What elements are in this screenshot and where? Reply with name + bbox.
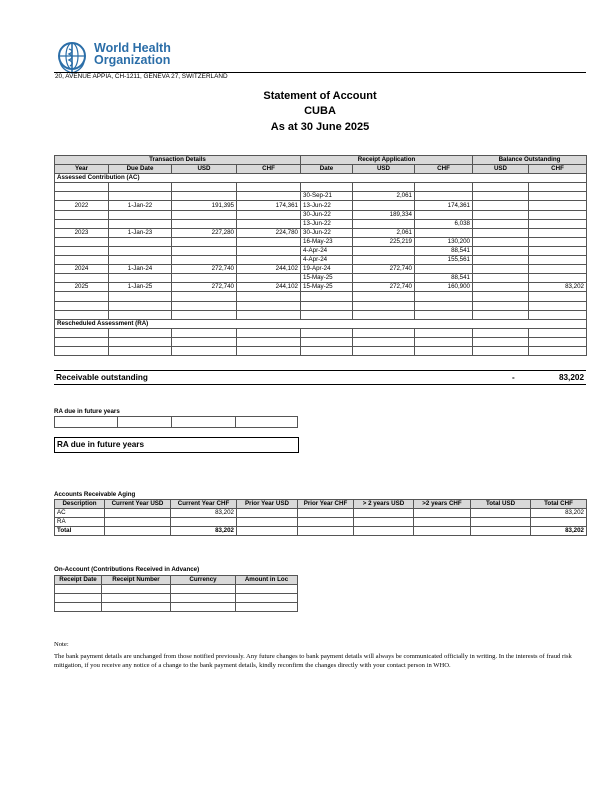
table-cell: 2024 (55, 265, 109, 274)
column-header: Receipt Number (102, 576, 171, 585)
table-cell (109, 237, 172, 246)
table-row (55, 509, 587, 518)
table-cell: 2023 (55, 228, 109, 237)
table-cell: 15-May-25 (301, 274, 353, 283)
table-cell (415, 292, 473, 301)
note-block (54, 640, 586, 670)
aging-title: Accounts Receivable Aging (54, 491, 136, 498)
table-cell: 83,202 (529, 283, 587, 292)
table-row (55, 274, 587, 283)
table-cell: 244,102 (237, 265, 301, 274)
table-cell (55, 594, 102, 603)
receivable-chf: 83,202 (558, 373, 584, 382)
table-cell: 227,280 (172, 228, 237, 237)
org-name-line2: Organization (94, 53, 171, 67)
table-cell: 1-Jan-24 (109, 265, 172, 274)
table-cell (237, 237, 301, 246)
table-cell (529, 346, 587, 355)
table-cell: 30-Jun-22 (301, 228, 353, 237)
section-ac-label: Assessed Contribution (AC) (55, 174, 587, 183)
column-header: Prior Year USD (237, 500, 298, 509)
table-cell (171, 603, 236, 612)
column-header: >2 years CHF (414, 500, 471, 509)
table-cell (529, 274, 587, 283)
table-cell (473, 228, 529, 237)
statement-table (54, 155, 587, 356)
table-cell: 244,102 (237, 283, 301, 292)
table-cell (473, 328, 529, 337)
table-cell: 155,561 (415, 256, 473, 265)
org-address: 20, AVENUE APPIA, CH-1211, GENEVA 27, SWITZERLAND (55, 73, 228, 80)
table-cell (172, 310, 237, 319)
table-cell (109, 183, 172, 192)
table-cell: 1-Jan-22 (109, 201, 172, 210)
table-cell: 2025 (55, 283, 109, 292)
receivable-outstanding-row (54, 370, 586, 385)
table-cell (415, 192, 473, 201)
table-cell (55, 246, 109, 255)
table-cell: 30-Sep-21 (301, 192, 353, 201)
table-cell (237, 192, 301, 201)
table-cell (172, 328, 237, 337)
table-cell: 16-May-23 (301, 237, 353, 246)
table-cell (301, 337, 353, 346)
ra-future-small-label: RA due in future years (54, 408, 120, 415)
column-header: Total USD (471, 500, 531, 509)
table-cell (172, 274, 237, 283)
table-cell (473, 201, 529, 210)
table-cell (105, 527, 171, 536)
table-cell: 83,202 (171, 509, 237, 518)
table-cell (529, 192, 587, 201)
table-cell (529, 292, 587, 301)
table-cell (354, 509, 414, 518)
table-cell (171, 594, 236, 603)
table-cell: 15-May-25 (301, 283, 353, 292)
table-cell (473, 265, 529, 274)
who-emblem-icon (54, 40, 90, 76)
table-cell (237, 210, 301, 219)
table-cell (109, 192, 172, 201)
table-cell (473, 256, 529, 265)
table-cell: 272,740 (353, 265, 415, 274)
group-header-transaction: Transaction Details (55, 156, 301, 165)
table-cell: 130,200 (415, 237, 473, 246)
table-cell (172, 346, 237, 355)
table-cell (55, 183, 109, 192)
table-cell (415, 337, 473, 346)
table-cell (301, 292, 353, 301)
table-cell: AC (55, 509, 105, 518)
table-cell (473, 301, 529, 310)
table-cell (237, 518, 298, 527)
table-cell (55, 237, 109, 246)
table-cell (109, 210, 172, 219)
on-account-title: On-Account (Contributions Received in Advance) (54, 566, 200, 573)
column-header: CHF (529, 165, 587, 174)
table-cell: 88,541 (415, 246, 473, 255)
table-cell (109, 219, 172, 228)
table-cell: Total (55, 527, 105, 536)
table-cell (298, 527, 354, 536)
table-row (55, 256, 587, 265)
table-cell (529, 310, 587, 319)
table-cell (353, 292, 415, 301)
table-cell (301, 346, 353, 355)
table-cell (354, 527, 414, 536)
table-row (55, 346, 587, 355)
group-header-balance: Balance Outstanding (473, 156, 587, 165)
table-cell (109, 301, 172, 310)
table-cell (353, 337, 415, 346)
table-cell (473, 210, 529, 219)
table-cell: 272,740 (172, 265, 237, 274)
table-cell: 272,740 (353, 283, 415, 292)
table-cell (415, 228, 473, 237)
statement-title: Statement of Account (263, 90, 377, 102)
table-cell (414, 518, 471, 527)
table-cell (172, 301, 237, 310)
table-cell (353, 274, 415, 283)
table-row (55, 228, 587, 237)
table-cell (172, 210, 237, 219)
table-cell (55, 219, 109, 228)
table-cell: 4-Apr-24 (301, 246, 353, 255)
receivable-usd: - (512, 373, 515, 382)
table-cell (237, 346, 301, 355)
table-cell: 174,361 (415, 201, 473, 210)
table-row (55, 219, 587, 228)
table-cell (55, 585, 102, 594)
column-header: Description (55, 500, 105, 509)
column-header: CHF (237, 165, 301, 174)
table-cell (353, 256, 415, 265)
table-cell: 83,202 (531, 509, 587, 518)
table-cell (473, 192, 529, 201)
table-cell (353, 328, 415, 337)
table-cell (471, 518, 531, 527)
table-cell (529, 183, 587, 192)
table-cell: 2,061 (353, 192, 415, 201)
table-cell (529, 237, 587, 246)
table-cell (415, 265, 473, 274)
table-row (55, 183, 587, 192)
org-name-line1: World Health (94, 41, 171, 55)
table-row (55, 585, 298, 594)
table-cell: 191,395 (172, 201, 237, 210)
table-row (55, 265, 587, 274)
table-cell (172, 219, 237, 228)
table-cell (172, 192, 237, 201)
table-cell (414, 509, 471, 518)
table-cell (237, 527, 298, 536)
table-cell: 13-Jun-22 (301, 201, 353, 210)
table-cell (172, 337, 237, 346)
table-cell (353, 246, 415, 255)
table-cell: 189,334 (353, 210, 415, 219)
aging-table (54, 499, 587, 536)
table-cell: 160,900 (415, 283, 473, 292)
note-heading: Note: (54, 641, 69, 648)
column-header: USD (353, 165, 415, 174)
table-cell (109, 310, 172, 319)
table-row (55, 328, 587, 337)
table-cell (298, 509, 354, 518)
table-cell (105, 509, 171, 518)
table-row (55, 603, 298, 612)
column-header: CHF (415, 165, 473, 174)
table-cell (236, 585, 298, 594)
receivable-label: Receivable outstanding (56, 373, 148, 382)
table-cell: 2,061 (353, 228, 415, 237)
table-row (55, 210, 587, 219)
table-cell (473, 274, 529, 283)
table-cell (529, 228, 587, 237)
table-cell (353, 183, 415, 192)
table-cell: 83,202 (531, 527, 587, 536)
table-cell (55, 292, 109, 301)
table-cell (237, 337, 301, 346)
table-cell (237, 219, 301, 228)
table-cell: 13-Jun-22 (301, 219, 353, 228)
table-cell (414, 527, 471, 536)
table-cell: 6,038 (415, 219, 473, 228)
table-cell (473, 246, 529, 255)
table-cell (55, 328, 109, 337)
table-cell (529, 301, 587, 310)
table-row (55, 201, 587, 210)
table-cell (529, 256, 587, 265)
table-cell (415, 183, 473, 192)
table-cell: 83,202 (171, 527, 237, 536)
table-cell (473, 183, 529, 192)
table-cell (171, 518, 237, 527)
table-cell (354, 518, 414, 527)
section-ra-label: Rescheduled Assessment (RA) (55, 319, 587, 328)
table-cell (55, 274, 109, 283)
table-cell (237, 328, 301, 337)
table-row (55, 237, 587, 246)
table-cell: 174,361 (237, 201, 301, 210)
table-cell (172, 183, 237, 192)
table-cell (237, 292, 301, 301)
table-cell (102, 603, 171, 612)
column-header: Receipt Date (55, 576, 102, 585)
table-cell (471, 527, 531, 536)
table-cell (237, 301, 301, 310)
table-cell: 272,740 (172, 283, 237, 292)
table-row (55, 337, 587, 346)
column-header: Current Year USD (105, 500, 171, 509)
statement-date: As at 30 June 2025 (270, 121, 370, 133)
table-row (55, 527, 587, 536)
table-cell (171, 585, 236, 594)
table-cell (529, 219, 587, 228)
table-cell (415, 310, 473, 319)
table-cell (529, 265, 587, 274)
table-cell (415, 346, 473, 355)
table-row (55, 594, 298, 603)
table-cell: RA (55, 518, 105, 527)
column-header: Year (55, 165, 109, 174)
table-cell (172, 256, 237, 265)
table-cell (471, 509, 531, 518)
table-cell (102, 594, 171, 603)
table-cell (529, 201, 587, 210)
table-cell (298, 518, 354, 527)
table-cell (415, 210, 473, 219)
table-cell (529, 210, 587, 219)
column-header: Total CHF (531, 500, 587, 509)
table-cell (473, 283, 529, 292)
table-cell (473, 337, 529, 346)
table-cell (531, 518, 587, 527)
table-cell (55, 346, 109, 355)
country-name: CUBA (304, 105, 336, 117)
table-cell (529, 246, 587, 255)
table-cell (301, 310, 353, 319)
table-cell (109, 246, 172, 255)
table-cell (353, 201, 415, 210)
column-header: USD (172, 165, 237, 174)
on-account-table (54, 575, 298, 612)
table-cell (237, 256, 301, 265)
table-cell (353, 310, 415, 319)
column-header: Current Year CHF (171, 500, 237, 509)
column-header: Due Date (109, 165, 172, 174)
table-cell: 224,780 (237, 228, 301, 237)
table-cell (236, 603, 298, 612)
table-cell (301, 183, 353, 192)
group-header-receipt: Receipt Application (301, 156, 473, 165)
table-cell: 1-Jan-25 (109, 283, 172, 292)
table-cell (237, 274, 301, 283)
table-cell (237, 183, 301, 192)
table-cell (301, 328, 353, 337)
table-cell (473, 292, 529, 301)
table-row (55, 192, 587, 201)
table-cell (353, 219, 415, 228)
table-cell: 19-Apr-24 (301, 265, 353, 274)
table-cell (109, 274, 172, 283)
table-cell: 4-Apr-24 (301, 256, 353, 265)
table-cell (415, 328, 473, 337)
table-cell (172, 246, 237, 255)
table-row (55, 301, 587, 310)
note-text: The bank payment details are unchanged from those notified previously. Any future changes to bank payment details will always be communicated officially in writing. In the interests of fraud risk mitigation, if you receive any notice of a change to the bank payment details, kindly reconfirm the changes directly with your contact person in WHO. (54, 653, 572, 669)
table-cell (237, 310, 301, 319)
table-cell (237, 246, 301, 255)
table-cell (55, 210, 109, 219)
table-row (55, 292, 587, 301)
column-header: Prior Year CHF (298, 500, 354, 509)
table-cell (109, 256, 172, 265)
table-row (55, 246, 587, 255)
table-cell (102, 585, 171, 594)
table-cell: 1-Jan-23 (109, 228, 172, 237)
table-cell (172, 237, 237, 246)
table-cell (55, 192, 109, 201)
table-cell (529, 328, 587, 337)
table-cell: 225,219 (353, 237, 415, 246)
table-cell: 30-Jun-22 (301, 210, 353, 219)
column-header: Currency (171, 576, 236, 585)
table-cell (55, 337, 109, 346)
table-cell (55, 301, 109, 310)
table-cell (109, 346, 172, 355)
table-row (55, 283, 587, 292)
table-cell (109, 292, 172, 301)
table-cell (473, 237, 529, 246)
table-cell (353, 346, 415, 355)
column-header: Amount in Loc (236, 576, 298, 585)
table-row (55, 518, 587, 527)
table-cell (301, 301, 353, 310)
column-header: USD (473, 165, 529, 174)
ra-future-grid (54, 416, 298, 428)
column-header: > 2 years USD (354, 500, 414, 509)
table-cell (236, 594, 298, 603)
table-cell (105, 518, 171, 527)
table-cell (529, 337, 587, 346)
table-row (55, 310, 587, 319)
table-cell (55, 310, 109, 319)
table-cell (415, 301, 473, 310)
table-cell: 88,541 (415, 274, 473, 283)
table-cell (109, 328, 172, 337)
table-cell (109, 337, 172, 346)
table-cell (473, 346, 529, 355)
table-cell (353, 301, 415, 310)
column-header: Date (301, 165, 353, 174)
table-cell (473, 310, 529, 319)
table-cell (172, 292, 237, 301)
table-cell (473, 219, 529, 228)
table-cell: 2022 (55, 201, 109, 210)
table-cell (237, 509, 298, 518)
table-cell (55, 603, 102, 612)
ra-future-box: RA due in future years (54, 437, 299, 453)
table-cell (55, 256, 109, 265)
